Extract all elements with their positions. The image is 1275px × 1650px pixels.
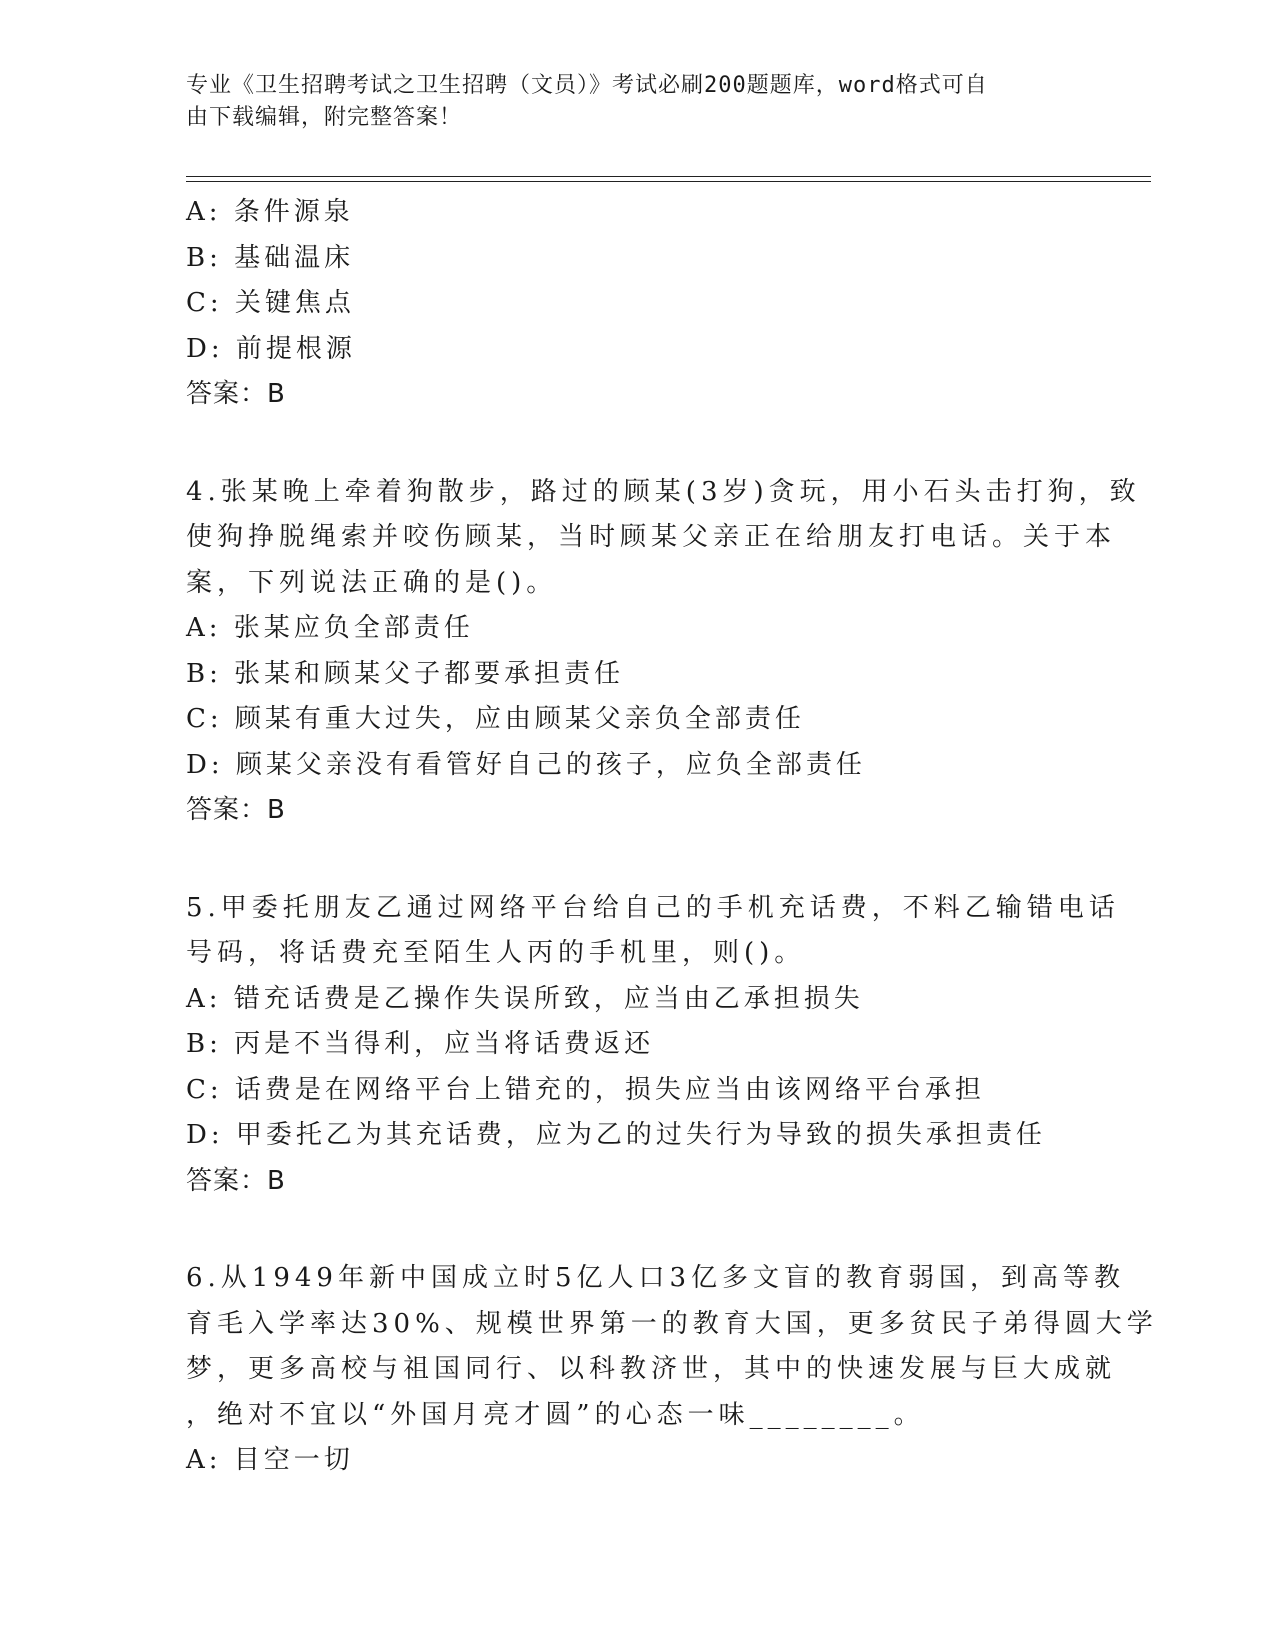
question-line: ，绝对不宜以“外国月亮才圆”的心态一味________。 xyxy=(186,1399,925,1430)
answer-option: A: 张某应负全部责任 xyxy=(186,613,474,643)
answer-option: D: 甲委托乙为其充话费，应为乙的过失行为导致的损失承担责任 xyxy=(186,1120,1046,1150)
question-line: 使狗挣脱绳索并咬伤顾某，当时顾某父亲正在给朋友打电话。关于本 xyxy=(186,522,1117,552)
answer-option: A: 目空一切 xyxy=(186,1445,354,1475)
header-rule-bottom xyxy=(186,181,1151,182)
header-rule-top xyxy=(186,176,1151,177)
answer-option: B: 丙是不当得利，应当将话费返还 xyxy=(186,1029,655,1059)
question-text xyxy=(186,886,1120,977)
question-block xyxy=(186,886,1120,1205)
question-block xyxy=(186,190,1086,418)
answer-option: C: 关键焦点 xyxy=(186,288,355,318)
question-text xyxy=(186,470,1141,607)
question-list xyxy=(186,190,1158,1536)
question-line: 4.张某晚上牵着狗散步，路过的顾某(3岁)贪玩，用小石头击打狗，致 xyxy=(186,476,1141,507)
question-line: 育毛入学率达30%、规模世界第一的教育大国，更多贫民子弟得圆大学 xyxy=(186,1308,1158,1339)
answer-key: 答案：B xyxy=(186,379,286,409)
answer-option: A: 错充话费是乙操作失误所致，应当由乙承担损失 xyxy=(186,983,864,1014)
question-line: 梦，更多高校与祖国同行、以科教济世，其中的快速发展与巨大成就 xyxy=(186,1354,1117,1384)
question-line: 5.甲委托朋友乙通过网络平台给自己的手机充话费，不料乙输错电话 xyxy=(186,892,1120,923)
answer-option: B: 基础温床 xyxy=(186,242,355,273)
answer-key: 答案：B xyxy=(186,1165,286,1196)
answer-option: C: 顾某有重大过失，应由顾某父亲负全部责任 xyxy=(186,704,805,734)
answer-option: C: 话费是在网络平台上错充的，损失应当由该网络平台承担 xyxy=(186,1074,985,1105)
question-line: 6.从1949年新中国成立时5亿人口3亿多文盲的教育弱国，到高等教 xyxy=(186,1263,1126,1293)
header-line-1: 专业《卫生招聘考试之卫生招聘（文员）》考试必刷200题题库，word格式可自 xyxy=(186,73,988,98)
question-block xyxy=(186,470,1141,834)
question-text xyxy=(186,1256,1158,1438)
question-line: 案，下列说法正确的是()。 xyxy=(186,567,558,598)
answer-key: 答案：B xyxy=(186,795,286,825)
answer-option: B: 张某和顾某父子都要承担责任 xyxy=(186,658,625,689)
question-line: 号码，将话费充至陌生人丙的手机里，则()。 xyxy=(186,938,806,968)
question-block xyxy=(186,1256,1158,1484)
document-header xyxy=(186,70,1066,134)
answer-option: D: 顾某父亲没有看管好自己的孩子，应负全部责任 xyxy=(186,749,866,780)
header-line-2: 由下载编辑，附完整答案！ xyxy=(186,105,463,130)
answer-option: A: 条件源泉 xyxy=(186,197,354,227)
answer-option: D: 前提根源 xyxy=(186,333,356,364)
